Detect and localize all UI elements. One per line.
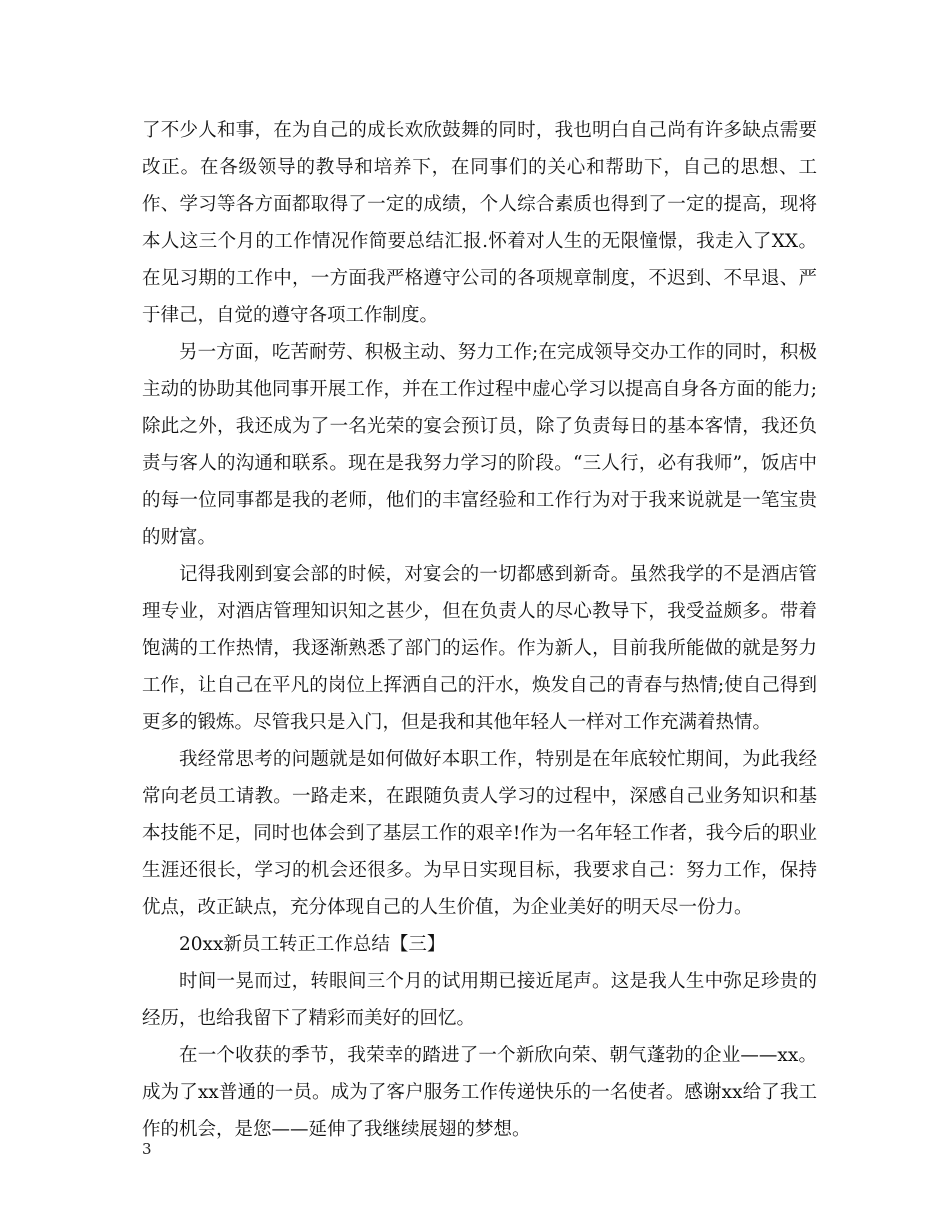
paragraph-continuation: 了不少人和事，在为自己的成长欢欣鼓舞的同时，我也明白自己尚有许多缺点需要改正。在各级领导的教导和培养下，在同事们的关心和帮助下，自己的思想、工作、学习等各方面都取得了一定的成绩，个人综合素质也得到了一定的提高，现将本人这三个月的工作情况作简要总结汇报.怀着对人生的无限憧憬，我走入了XX。在见习期的工作中，一方面我严格遵守公司的各项规章制度，不迟到、不早退、严于律己，自觉的遵守各项工作制度。 [142, 120, 817, 326]
page-number: 3 [142, 1140, 152, 1158]
paragraph-joining-company: 在一个收获的季节，我荣幸的踏进了一个新欣向荣、朝气蓬勃的企业——xx。成为了xx普通的一员。成为了客户服务工作传递快乐的一名使者。感谢xx给了我工作的机会，是您——延伸了我继续展翅的梦想。 [142, 1045, 817, 1140]
paragraph-probation-ending: 时间一晃而过，转眼间三个月的试用期已接近尾声。这是我人生中弥足珍贵的经历，也给我留下了精彩而美好的回忆。 [142, 971, 817, 1029]
paragraph-reflection: 我经常思考的问题就是如何做好本职工作，特别是在年底较忙期间，为此我经常向老员工请教。一路走来，在跟随负责人学习的过程中，深感自己业务知识和基本技能不足，同时也体会到了基层工作的艰辛!作为一名年轻工作者，我今后的职业生涯还很长，学习的机会还很多。为早日实现目标，我要求自己：努力工作，保持优点，改正缺点，充分体现自己的人生价值，为企业美好的明天尽一份力。 [142, 749, 817, 918]
section-heading: 20xx新员工转正工作总结【三】 [179, 934, 446, 955]
paragraph-diligence: 另一方面，吃苦耐劳、积极主动、努力工作;在完成领导交办工作的同时，积极主动的协助其他同事开展工作，并在工作过程中虚心学习以提高自身各方面的能力;除此之外，我还成为了一名光荣的宴会预订员，除了负责每日的基本客情，我还负责与客人的沟通和联系。现在是我努力学习的阶段。“三人行，必有我师”，饭店中的每一位同事都是我的老师，他们的丰富经验和工作行为对于我来说就是一笔宝贵的财富。 [142, 342, 817, 548]
document-body [142, 112, 817, 1148]
paragraph-banquet-department: 记得我刚到宴会部的时候，对宴会的一切都感到新奇。虽然我学的不是酒店管理专业，对酒店管理知识知之甚少，但在负责人的尽心教导下，我受益颇多。带着饱满的工作热情，我逐渐熟悉了部门的运作。作为新人，目前我所能做的就是努力工作，让自己在平凡的岗位上挥洒自己的汗水，焕发自己的青春与热情;使自己得到更多的锻炼。尽管我只是入门，但是我和其他年轻人一样对工作充满着热情。 [142, 564, 817, 733]
